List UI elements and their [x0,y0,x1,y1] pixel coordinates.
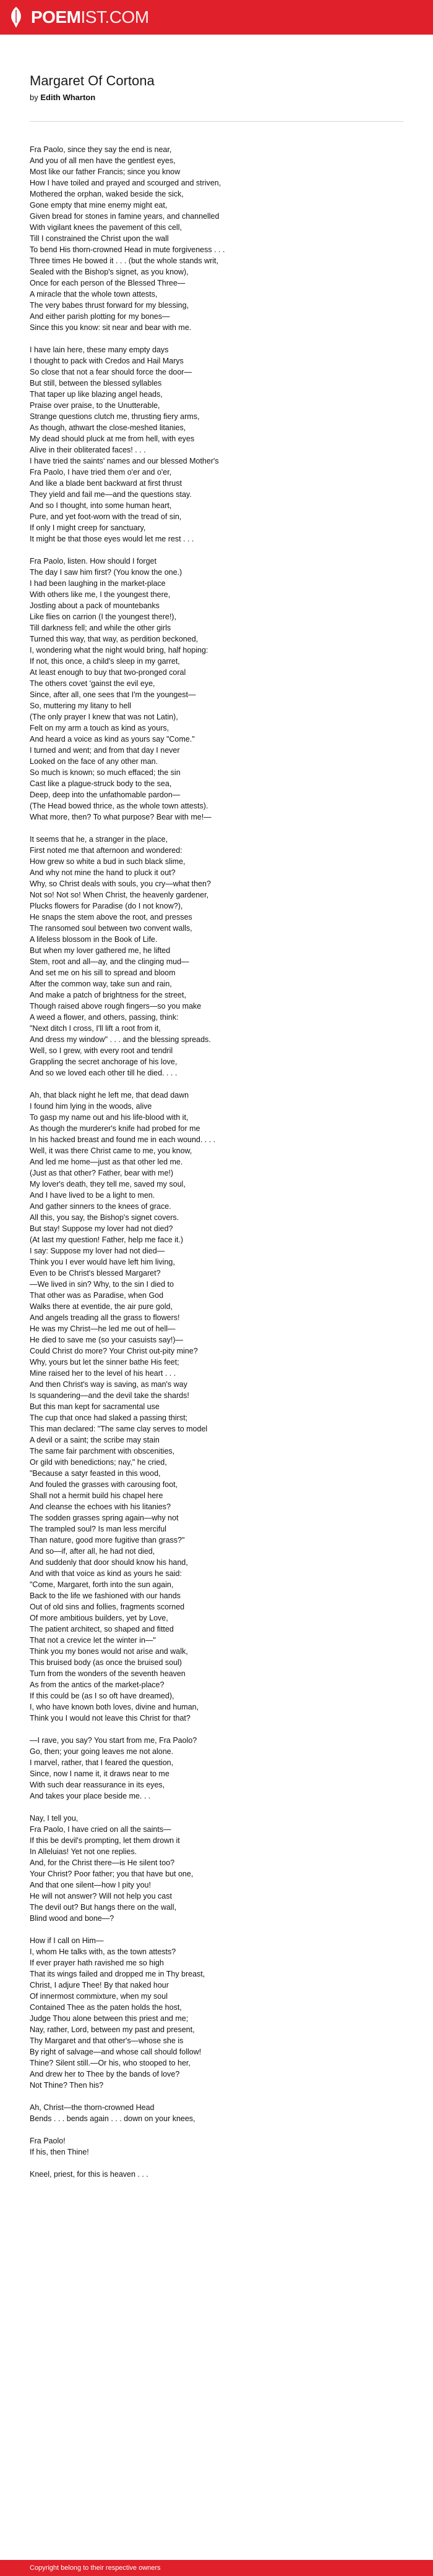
poem-line: I thought to pack with Credos and Hail Marys [30,357,184,365]
poem-line: Stem, root and all—ay, and the clinging mud— [30,957,189,966]
poem-line: Think you my bones would not arise and walk, [30,1647,188,1656]
poem-line: By right of salvage—and whose call should follow! [30,2048,202,2056]
poem-line: Most like our father Francis; since you know [30,167,181,176]
poem-line: Kneel, priest, for this is heaven . . . [30,2170,148,2179]
poem-line: Since, after all, one sees that I'm the youngest— [30,690,196,699]
poem-line: And fouled the grasses with carousing foot, [30,1480,178,1489]
poem-line: And, for the Christ there—is He silent too? [30,1858,175,1867]
poem-line: But stay! Suppose my lover had not died? [30,1224,173,1233]
poem-line: And make a patch of brightness for the street, [30,991,186,999]
poem-line: If not, this once, a child's sleep in my garret, [30,657,180,666]
poem-line: As though, athwart the close-meshed litanies, [30,423,186,432]
logo-strong-text: POEM [31,7,81,27]
poem-line: Even to be Christ's blessed Margaret? [30,1269,161,1277]
poem-line: At least enough to buy that two-pronged coral [30,668,186,677]
poem-line: As though the murderer's knife had probed for me [30,1124,200,1133]
poem-container [30,73,401,2191]
poem-line: Not Thine? Then his? [30,2081,104,2090]
poem-line: Alive in their obliterated faces! . . . [30,446,146,454]
poem-line: This bruised body (as once the bruised soul) [30,1658,182,1667]
poem-line: The trampled soul? Is man less merciful [30,1525,166,1533]
poem-line: To bend His thorn-crowned Head in mute forgiveness . . . [30,245,225,254]
poem-line: And angels treading all the grass to flowers! [30,1313,180,1322]
poem-line: Bends . . . bends again . . . down on your knees, [30,2114,195,2123]
poem-line: And suddenly that door should know his hand, [30,1558,188,1567]
poem-line: And then Christ's way is saving, as man's way [30,1380,187,1389]
poem-line: If his, then Thine! [30,2148,89,2156]
site-logo-link[interactable] [7,6,149,28]
poem-line: Though raised above rough fingers—so you make [30,1002,202,1010]
poem-stanza [30,144,401,333]
poem-line: Since this you know: sit near and bear with me. [30,323,192,332]
poem-line: And dress my window" . . . and the blessing spreads. [30,1035,211,1044]
poem-line: I had been laughing in the market-place [30,579,166,588]
poem-line: (Just as that other? Father, bear with me!) [30,1169,174,1177]
poem-line: He will not answer? Will not help you cast [30,1892,172,1900]
poem-line: Not so! Not so! When Christ, the heavenly gardener, [30,891,209,899]
poem-line: "Because a satyr feasted in this wood, [30,1469,161,1478]
poem-line: The devil out? But hangs there on the wall, [30,1903,176,1912]
poem-line: He snaps the stem above the root, and presses [30,913,192,922]
poem-line: My lover's death, they tell me, saved my soul, [30,1180,186,1188]
poem-line: Shall not a hermit build his chapel here [30,1491,163,1500]
poem-line: Turned this way, that way, as perdition beckoned, [30,635,199,643]
poem-line: I found him lying in the woods, alive [30,1102,152,1111]
poem-line: Is squandering—and the devil take the shards! [30,1391,189,1400]
poem-line: In his hacked breast and found me in each wound. . . . [30,1135,216,1144]
poem-line: But when my lover gathered me, he lifted [30,946,171,955]
poem-line: Fra Paolo! [30,2137,66,2145]
poem-line: Back to the life we fashioned with our hands [30,1591,181,1600]
poem-line: After the common way, take sun and rain, [30,980,172,988]
poem-line: And set me on his sill to spread and bloom [30,968,176,977]
poem-line: Thy Margaret and that other's—whose she is [30,2036,184,2045]
poem-line: Thine? Silent still.—Or his, who stooped to her, [30,2059,191,2067]
poem-line: Three times He bowed it . . . (but the whole stands writ, [30,256,218,265]
poem-line: And I have lived to be a light to men. [30,1191,155,1200]
poem-line: (The only prayer I knew that was not Latin), [30,713,178,721]
poem-stanza [30,2102,401,2124]
poem-line: With others like me, I the youngest there, [30,590,171,599]
poem-line: It might be that those eyes would let me rest . . . [30,535,194,543]
site-logo-text [31,6,149,28]
poem-line: Strange questions clutch me, thrusting fiery arms, [30,412,200,421]
poem-stanza [30,344,401,544]
poem-line: How grew so white a bud in such black slime, [30,857,186,866]
poem-line: And like a blade bent backward at first thrust [30,479,182,488]
poem-line: Go, then; your going leaves me not alone. [30,1747,174,1756]
poem-line: Till darkness fell; and while the other girls [30,624,171,632]
poem-line: —We lived in sin? Why, to the sin I died to [30,1280,174,1289]
poem-line: (The Head bowed thrice, as the whole town attests). [30,802,208,810]
poem-line: Ah, that black night he left me, that dead dawn [30,1091,189,1099]
poem-stanza [30,2135,401,2158]
poem-line: And takes your place beside me. . . [30,1792,151,1800]
poem-line: With vigilant knees the pavement of this cell, [30,223,182,232]
poem-stanza [30,1935,401,2091]
poem-line: Given bread for stones in famine years, and channelled [30,212,220,221]
poem-line: —I rave, you say? You start from me, Fra Paolo? [30,1736,197,1745]
poem-line: Out of old sins and follies, fragments scorned [30,1603,185,1611]
poem-line: This man declared: "The same clay serves to model [30,1425,208,1433]
poem-line: Cast like a plague-struck body to the sea, [30,779,172,788]
poem-line: And so—if, after all, he had not died, [30,1547,155,1556]
poem-stanza [30,834,401,1078]
poem-line: That other was as Paradise, when God [30,1291,164,1300]
poem-line: Fra Paolo, listen. How should I forget [30,557,156,566]
author-link[interactable]: Edith Wharton [40,93,96,102]
poem-line: Till I constrained the Christ upon the wall [30,234,169,243]
poem-line: Once for each person of the Blessed Three— [30,279,186,287]
poem-line: How if I call on Him— [30,1936,104,1945]
poem-line: Well, it was there Christ came to me, you know, [30,1146,192,1155]
poem-line: Ah, Christ—the thorn-crowned Head [30,2103,155,2112]
poem-line: "Come, Margaret, forth into the sun again, [30,1580,174,1589]
poem-line: Turn from the wonders of the seventh heaven [30,1669,186,1678]
poem-line: And cleanse the echoes with his litanies? [30,1502,171,1511]
poem-line: And that one silent—how I pity you! [30,1881,151,1889]
poem-line: That not a crevice let the winter in—" [30,1636,156,1645]
poem-line: If this could be (as I so oft have dreamed), [30,1692,174,1700]
poem-line: The sodden grasses spring again—why not [30,1514,179,1522]
poem-line: Why, yours but let the sinner bathe His feet; [30,1358,179,1366]
poem-line: And so we loved each other till he died. . . . [30,1069,178,1077]
poem-line: Like flies on carrion (I the youngest there!), [30,612,176,621]
poem-line: Judge Thou alone between this priest and me; [30,2014,189,2023]
poem-line: My dead should pluck at me from hell, with eyes [30,434,195,443]
poem-line: And heard a voice as kind as yours say "Come." [30,735,195,744]
poem-line: A weed a flower, and others, passing, think: [30,1013,179,1022]
poem-line: Could Christ do more? Your Christ out-pity mine? [30,1347,198,1355]
poem-line: Think you I would not leave this Christ for that? [30,1714,191,1722]
poem-line: I turned and went; and from that day I never [30,746,180,755]
poem-line: Fra Paolo, since they say the end is near, [30,145,172,154]
poem-line: Pure, and yet foot-worn with the tread of sin, [30,512,182,521]
poem-line: He died to save me (so your casuists say!)— [30,1336,184,1344]
poem-line: All this, you say, the Bishop's signet covers. [30,1213,179,1222]
poem-line: I marvel, rather, that I feared the question, [30,1758,174,1767]
poem-line: I, whom He talks with, as the town attests? [30,1947,176,1956]
poem-line: I, who have known both loves, divine and human, [30,1703,199,1711]
poem-line: Mine raised her to the level of his heart . . . [30,1369,176,1378]
poem-line: Why, so Christ deals with souls, you cry—what then? [30,879,211,888]
poem-line: The patient architect, so shaped and fitted [30,1625,174,1633]
poem-line: Gone empty that mine enemy might eat, [30,201,168,210]
poem-line: If only I might creep for sanctuary, [30,523,146,532]
poem-line: If this be devil's prompting, let them drown it [30,1836,180,1845]
poem-line: I, wondering what the night would bring, half hoping: [30,646,208,655]
poem-line: And why not mine the hand to pluck it out? [30,868,176,877]
poem-stanza [30,556,401,823]
site-footer [0,2560,433,2576]
poem-line: Sealed with the Bishop's signet, as you know), [30,268,189,276]
poem-line: Jostling about a pack of mountebanks [30,601,160,610]
poem-line: In Alleluias! Yet not one replies. [30,1847,137,1856]
poem-line: Looked on the face of any other man. [30,757,158,766]
poem-line: Praise over praise, to the Unutterable, [30,401,160,410]
poem-line: Since, now I name it, it draws near to me [30,1769,169,1778]
poem-line: And gather sinners to the knees of grace. [30,1202,171,1211]
poem-line: Grappling the secret anchorage of his love, [30,1057,178,1066]
poem-stanza [30,1090,401,1724]
poem-line: To gasp my name out and his life-blood with it, [30,1113,189,1122]
poem-line: The day I saw him first? (You know the one.) [30,568,182,577]
poem-line: A devil or a saint; the scribe may stain [30,1436,160,1444]
poem-stanza [30,1735,401,1802]
poem-line: First noted me that afternoon and wondered: [30,846,182,855]
poem-line: Fra Paolo, I have tried them o'er and o'er, [30,468,172,477]
poem-line: I have lain here, these many empty days [30,345,169,354]
poem-line: And so I thought, into some human heart, [30,501,172,510]
poem-line: Felt on my arm a touch as kind as yours, [30,724,169,732]
poem-line: I say: Suppose my lover had not died— [30,1247,165,1255]
poem-line: Fra Paolo, I have cried on all the saints— [30,1825,171,1834]
poem-line: They yield and fail me—and the questions stay. [30,490,192,499]
poem-line: A lifeless blossom in the Book of Life. [30,935,158,944]
poem-line: Deep, deep into the unfathomable pardon— [30,790,181,799]
poem-title: Margaret Of Cortona [30,73,155,88]
poem-line: And with that voice as kind as yours he said: [30,1569,182,1578]
poem-line: Blind wood and bone—? [30,1914,114,1923]
poem-body [30,144,401,2180]
poem-line: Think you I ever would have left him living, [30,1258,175,1266]
poem-stanza [30,2169,401,2180]
byline-prefix: by [30,93,41,102]
poem-line: It seems that he, a stranger in the place, [30,835,168,844]
poem-line: He was my Christ—he led me out of hell— [30,1324,176,1333]
poem-line: So much is known; so much effaced; the sin [30,768,181,777]
quill-pen-icon [7,6,25,28]
poem-line: That its wings failed and dropped me in Thy breast, [30,1970,205,1978]
poem-line: Nay, rather, Lord, between my past and present, [30,2025,195,2034]
poem-line: That taper up like blazing angel heads, [30,390,163,399]
poem-line: The cup that once had slaked a passing thirst; [30,1413,188,1422]
copyright-text: Copyright belong to their respective owners [30,2564,161,2572]
poem-line: Walks there at eventide, the air pure gold, [30,1302,173,1311]
poem-line: Than nature, good more fugitive than grass?" [30,1536,185,1544]
site-header [0,0,433,35]
poem-line: Your Christ? Poor father; you that have but one, [30,1870,194,1878]
poem-line: So close that not a fear should force the door— [30,368,192,376]
poem-line: Or gild with benedictions; nay," he cried, [30,1458,167,1467]
poem-line: And drew her to Thee by the bands of love? [30,2070,180,2078]
poem-line: "Next ditch I cross, I'll lift a root from it, [30,1024,161,1033]
poem-line: What more, then? To what purpose? Bear with me!— [30,813,212,821]
poem-line: Well, so I grew, with every root and tendril [30,1046,173,1055]
poem-line: And led me home—just as that other led me. [30,1158,183,1166]
poem-line: The very babes thrust forward for my blessing, [30,301,189,310]
poem-line: Mothered the orphan, waked beside the sick, [30,190,184,198]
poem-line: With such dear reassurance in its eyes, [30,1781,165,1789]
byline [30,93,401,103]
poem-line: If ever prayer hath ravished me so high [30,1959,164,1967]
poem-line: Plucks flowers for Paradise (do I not know?), [30,902,183,910]
poem-line: Christ, I adjure Thee! By that naked hour [30,1981,169,1989]
poem-line: The same fair parchment with obscenities, [30,1447,175,1455]
poem-line: So, muttering my litany to hell [30,701,131,710]
poem-line: But this man kept for sacramental use [30,1402,160,1411]
poem-line: (At last my question! Father, help me face it.) [30,1235,184,1244]
poem-line: The others covet 'gainst the evil eye, [30,679,155,688]
poem-line: How I have toiled and prayed and scourged and striven, [30,179,221,187]
title-divider [30,121,403,122]
poem-line: As from the antics of the market-place? [30,1680,165,1689]
poem-line: But still, between the blessed syllables [30,379,162,388]
poem-line: Contained Thee as the paten holds the host, [30,2003,182,2012]
poem-line: The ransomed soul between two convent walls, [30,924,192,933]
poem-line: Of innermost commixture, when my soul [30,1992,168,2001]
poem-line: Nay, I tell you, [30,1814,79,1823]
poem-line: Of more ambitious builders, yet by Love, [30,1614,168,1622]
poem-line: And you of all men have the gentlest eyes, [30,156,176,165]
poem-line: And either parish plotting for my bones— [30,312,170,321]
poem-stanza [30,1813,401,1924]
logo-light-text: IST.COM [80,7,149,27]
poem-line: A miracle that the whole town attests, [30,290,158,299]
poem-line: I have tried the saints' names and our blessed Mother's [30,457,219,465]
